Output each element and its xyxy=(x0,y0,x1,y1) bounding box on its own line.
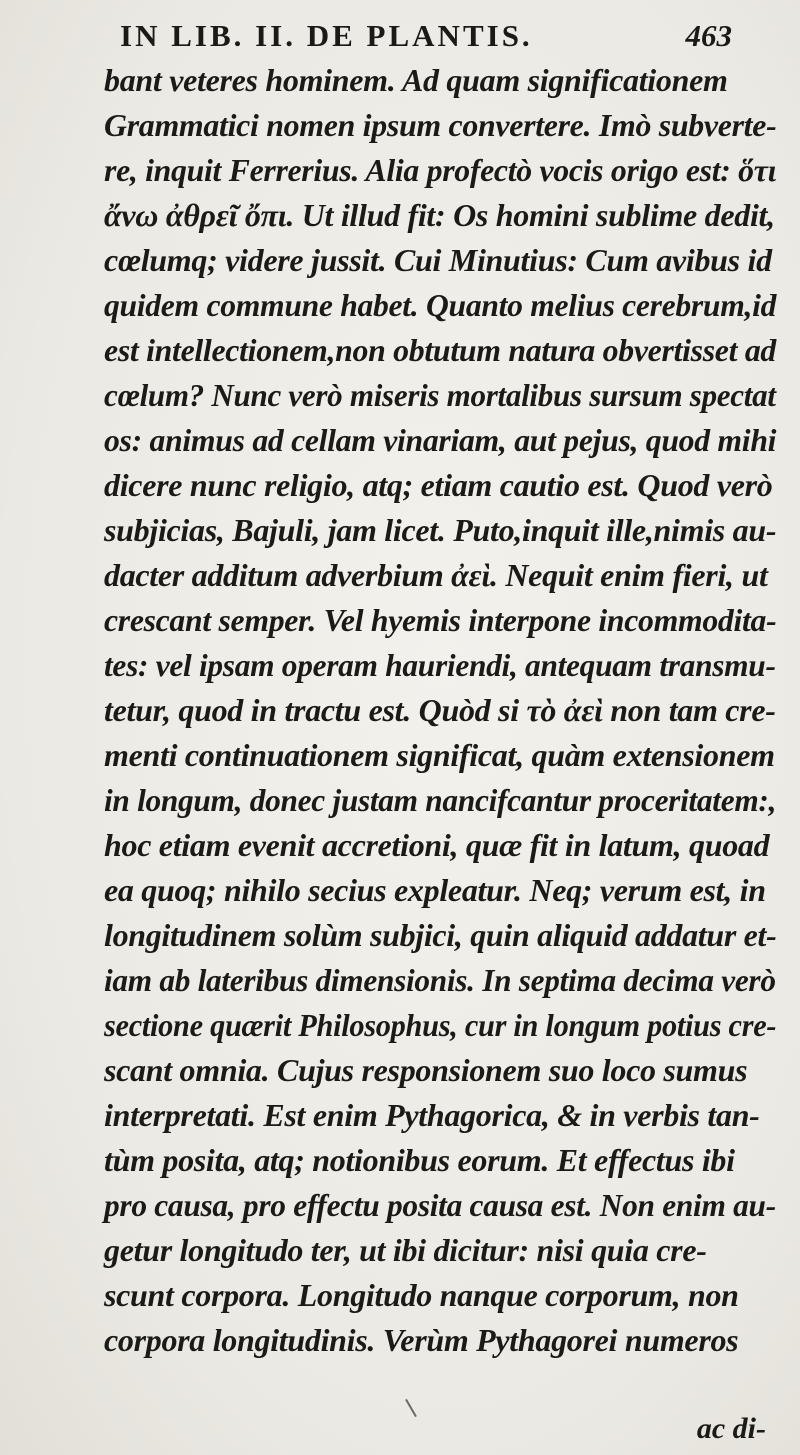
text-line: interpretati. Est enim Pythagorica, & in verbis tan- xyxy=(104,1097,760,1133)
text-line: sectione quærit Philosophus, cur in longum potius cre- xyxy=(104,1007,777,1043)
text-line: re, inquit Ferrerius. Alia profectò vocis origo est: ὅτι xyxy=(104,152,777,188)
ink-mark xyxy=(405,1399,417,1417)
text-line: cœlumq; videre jussit. Cui Minutius: Cum avibus id xyxy=(104,242,772,278)
text-line: bant veteres hominem. Ad quam significationem xyxy=(104,62,728,98)
text-line: Grammatici nomen ipsum convertere. Imò subverte- xyxy=(104,107,777,143)
text-line: tes: vel ipsam operam hauriendi, antequam transmu- xyxy=(104,647,776,683)
text-line: subjicias, Bajuli, jam licet. Puto,inquit ille,nimis au- xyxy=(104,512,777,548)
text-line: scant omnia. Cujus responsionem suo loco sumus xyxy=(104,1052,748,1088)
text-line: hoc etiam evenit accretioni, quæ fit in latum, quoad xyxy=(104,827,770,863)
text-line: quidem commune habet. Quanto melius cerebrum,id xyxy=(104,287,777,323)
text-line: iam ab lateribus dimensionis. In septima decima verò xyxy=(104,962,776,998)
page-number: 463 xyxy=(685,18,732,53)
running-head xyxy=(120,18,772,60)
text-line: ἄνω ἀθρεῖ ὄπι. Ut illud fit: Os homini sublime dedit, xyxy=(104,197,775,233)
text-line: getur longitudo ter, ut ibi dicitur: nisi quia cre- xyxy=(104,1232,707,1268)
text-line: os: animus ad cellam vinariam, aut pejus, quod mihi xyxy=(104,422,777,458)
text-line: corpora longitudinis. Verùm Pythagorei numeros xyxy=(104,1322,739,1358)
text-line: est intellectionem,non obtutum natura obvertisset ad xyxy=(104,332,777,368)
text-line: crescant semper. Vel hyemis interpone incommodita- xyxy=(104,602,777,638)
text-line: pro causa, pro effectu posita causa est. Non enim au- xyxy=(104,1187,776,1223)
text-line: in longum, donec justam nancifcantur proceritatem:, xyxy=(104,782,777,818)
text-line: menti continuationem significat, quàm extensionem xyxy=(104,737,775,773)
text-line: tùm posita, atq; notionibus eorum. Et effectus ibi xyxy=(104,1142,735,1178)
text-line: ea quoq; nihilo secius expleatur. Neq; verum est, in xyxy=(104,872,766,908)
text-line: scunt corpora. Longitudo nanque corporum, non xyxy=(104,1277,739,1313)
text-line: dicere nunc religio, atq; etiam cautio est. Quod verò xyxy=(104,467,773,503)
running-title: IN LIB. II. DE PLANTIS. xyxy=(120,18,533,53)
text-line: longitudinem solùm subjici, quin aliquid addatur et- xyxy=(104,917,777,953)
text-line: cœlum? Nunc verò miseris mortalibus sursum spectat xyxy=(104,377,776,413)
catchword: ac di- xyxy=(696,1412,766,1445)
text-line: tetur, quod in tractu est. Quòd si τὸ ἀεὶ non tam cre- xyxy=(104,692,776,728)
text-line: dacter additum adverbium ἀεὶ. Nequit enim fieri, ut xyxy=(104,557,768,593)
